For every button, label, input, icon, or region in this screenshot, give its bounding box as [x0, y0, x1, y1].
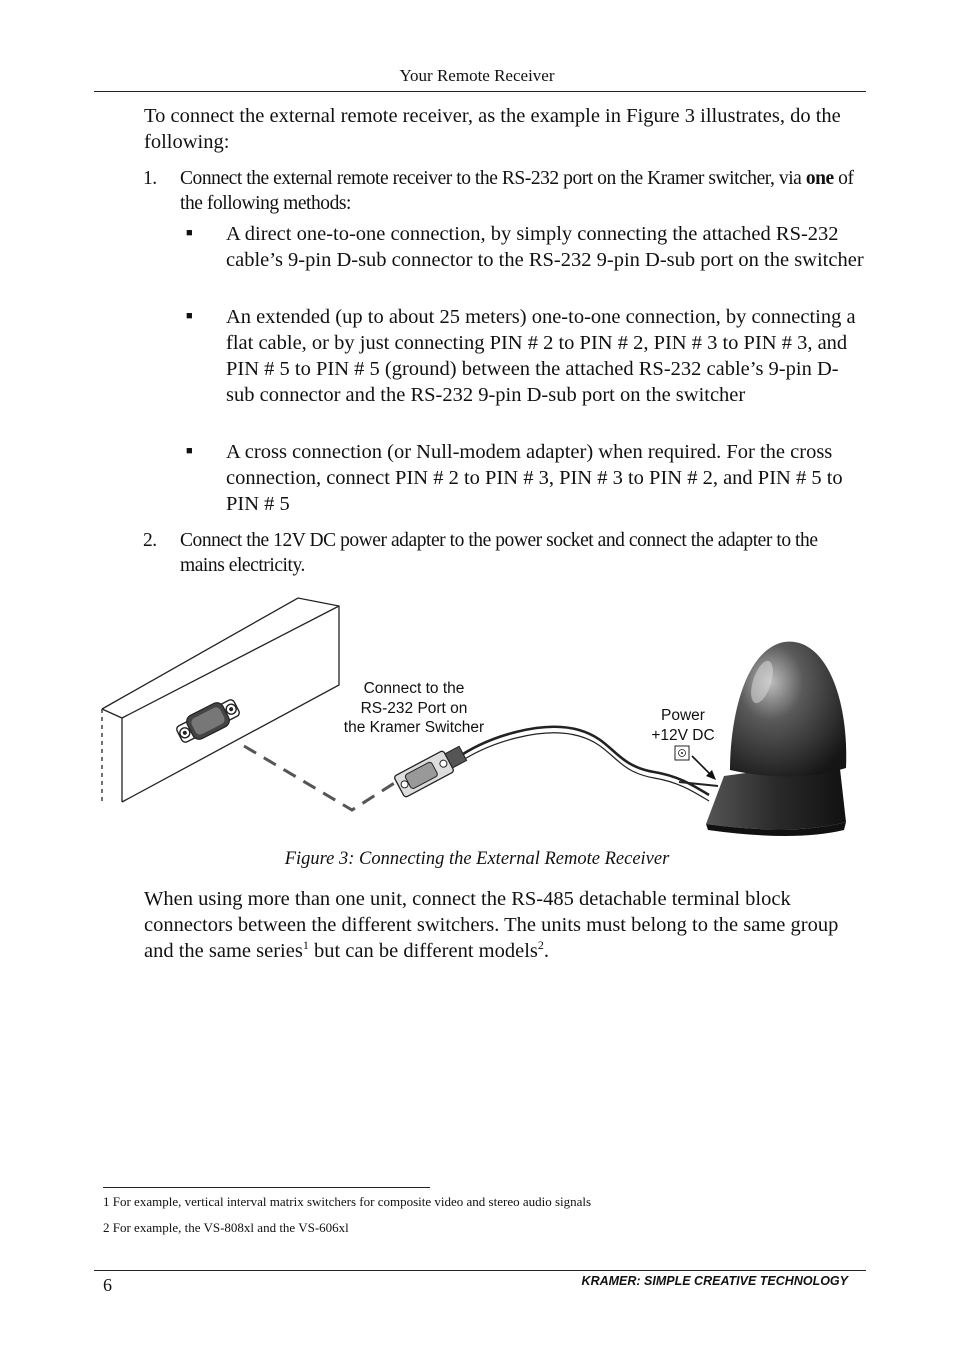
step-2-text: Connect the 12V DC power adapter to the power socket and connect the adapter to the mains electricity. [180, 530, 818, 576]
dashed-connection-line [244, 746, 396, 810]
bullet-marker: ■ [186, 445, 193, 457]
footnote-1: 1 For example, vertical interval matrix switchers for composite video and stereo audio signals [103, 1194, 592, 1209]
intro-paragraph: To connect the external remote receiver, as the example in Figure 3 illustrates, do the following: [144, 105, 841, 153]
bullet-marker: ■ [186, 227, 193, 239]
dc-socket-icon [675, 746, 689, 760]
step-1-text-after: of the following methods: [180, 168, 854, 214]
bullet-item-cross: A cross connection (or Null-modem adapter) when required. For the cross connection, connect PIN # 2 to PIN # 3, PIN # 3 to PIN # 2, and PIN # 5 to PIN # 5 [226, 441, 843, 515]
footnote-rule [103, 1187, 430, 1188]
footnote-ref-2[interactable]: 2 [537, 938, 544, 953]
closing-text-1: When using more than one unit, connect the RS-485 detachable terminal block connectors between the different switchers. The units must belong to the same group and the same series [144, 888, 839, 962]
connection-figure [94, 590, 866, 840]
running-header: Your Remote Receiver [399, 66, 555, 85]
connect-rs232-label [326, 679, 502, 738]
connect-label-line-3: the Kramer Switcher [343, 719, 485, 736]
footer-rule [94, 1270, 866, 1271]
step-1-text-before: Connect the external remote receiver to the RS-232 port on the Kramer switcher, via [180, 168, 806, 189]
switcher-panel [102, 598, 339, 802]
power-label-line-1: Power [661, 707, 705, 724]
figure-caption: Figure 3: Connecting the External Remote Receiver [284, 849, 670, 869]
closing-text-3: . [543, 940, 549, 962]
closing-paragraph [144, 886, 864, 964]
connect-label-line-2: RS-232 Port on [360, 699, 468, 717]
brand-tagline: KRAMER: SIMPLE CREATIVE TECHNOLOGY [581, 1274, 848, 1288]
step-1-text [180, 166, 866, 216]
cable-db9-connector [394, 743, 469, 798]
step-2-number: 2. [143, 530, 157, 551]
page-number: 6 [103, 1275, 112, 1295]
closing-text-2: but can be different models [308, 940, 538, 962]
footnote-2: 2 For example, the VS-808xl and the VS-606xl [103, 1220, 349, 1235]
header-rule [94, 91, 866, 92]
connect-label-line-1: Connect to the [363, 680, 465, 697]
bullet-marker: ■ [186, 310, 193, 322]
step-1-number: 1. [143, 168, 157, 189]
bullet-item-extended: An extended (up to about 25 meters) one-to-one connection, by connecting a flat cable, or by just connecting PIN # 2 to PIN # 2, PIN # 3 to PIN # 3, and PIN # 5 to PIN # 5 (ground) between the attached RS-232 cable’s 9-pin D-sub connector and the RS-232 9-pin D-sub port on the switcher [226, 306, 856, 406]
step-1-bold-word: one [805, 168, 834, 189]
power-label-line-2: +12V DC [651, 726, 715, 744]
power-label [637, 706, 729, 745]
bullet-item-direct: A direct one-to-one connection, by simply connecting the attached RS-232 cable’s 9-pin D-sub connector to the RS-232 9-pin D-sub port on the switcher [226, 223, 864, 271]
footnote-ref-1[interactable]: 1 [302, 938, 309, 953]
power-cable [679, 782, 718, 786]
